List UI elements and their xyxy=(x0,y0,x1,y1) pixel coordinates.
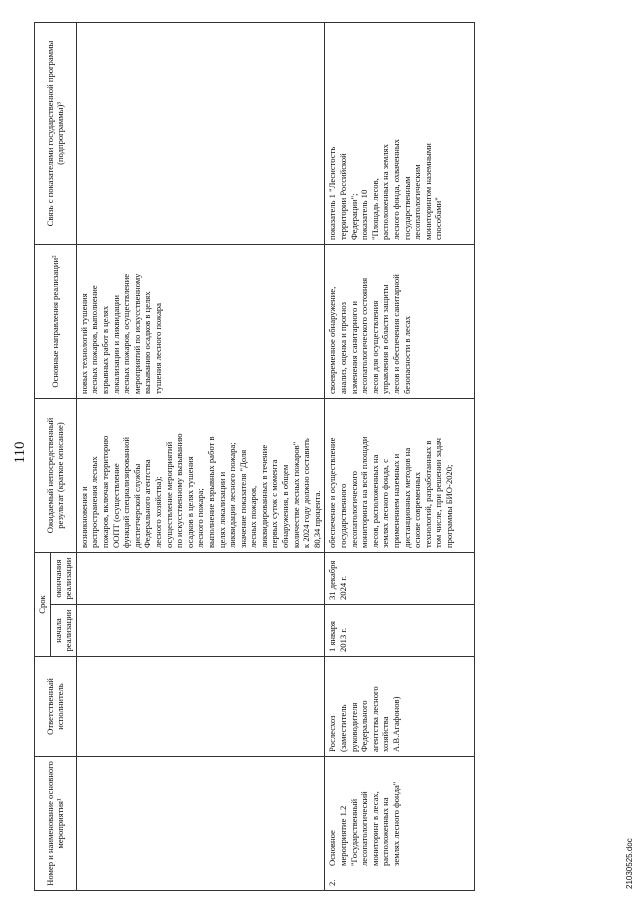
row2-start: 1 января 2013 г. xyxy=(325,605,475,657)
document-filename: 21030525.doc xyxy=(625,838,634,889)
header-start: начала реализации xyxy=(50,605,76,657)
row2-link: показатель 1 "Лесистость территории Российской Федерации"; показатель 10 "Площадь лесов, расположенных на землях лесного фонда, охваченных государственным лесопатологическим мониторингом наземными способами" xyxy=(325,23,475,245)
header-executor: Ответственный исполнитель xyxy=(35,657,77,757)
header-number-name: Номер и наименование основного мероприятия¹ xyxy=(35,757,77,891)
cont-start xyxy=(76,605,325,657)
cont-number-name xyxy=(76,757,325,891)
cont-result: возникновения и распространения лесных пожаров, включая территорию ООПТ (осуществление функций специализированной диспетчерской службы Федерального агентства лесного хозяйства); осуществление мероприятий по искусственному вызыванию осадков в целях тушения лесного пожара; выполнение взрывных работ в целях локализации и ликвидации лесного пожара; значение показателя "Доля лесных пожаров, ликвидированных в течение первых суток с момента обнаружения, в общем количестве лесных пожаров" к 2024 году должно составить 80,34 процента. xyxy=(76,399,325,553)
header-directions: Основные направления реализации² xyxy=(35,245,77,399)
header-row-1 xyxy=(35,23,51,891)
row2-result: обеспечение и осуществление государственного лесопатологического мониторинга на всей площади лесов, расположенных на землях лесного фонда, с применением наземных и дистанционных методов на основе современных технологий, разработанных в том числе, при решении задач программы БИО-2020; xyxy=(325,399,475,553)
row2-end: 31 декабря 2024 г. xyxy=(325,553,475,605)
row2-number: 2. xyxy=(327,879,338,886)
activities-table xyxy=(34,22,475,891)
header-result: Ожидаемый непосредственный результат (краткое описание) xyxy=(35,399,77,553)
table-row-continued xyxy=(76,23,325,891)
cont-end xyxy=(76,553,325,605)
table-row-2 xyxy=(325,23,475,891)
cont-directions: новых технологий тушения лесных пожаров, выполнение взрывных работ в целях локализации и ликвидации лесных пожаров, осуществление мероприятий по искусственному вызыванию осадков в целях тушения лесного пожара xyxy=(76,245,325,399)
row2-directions: своевременное обнаружение, анализ, оценка и прогноз изменения санитарного и лесопатологического состояния лесов для осуществления управления в области защиты лесов и обеспечения санитарной безопасности в лесах xyxy=(325,245,475,399)
page-number: 110 xyxy=(12,441,28,464)
header-end: окончания реализации xyxy=(50,553,76,605)
row2-executor: Рослесхоз (заместитель руководителя Федерального агентства лесного хозяйства А.В.Агафонов) xyxy=(325,657,475,757)
row2-name: Основное мероприятие 1.2 "Государственный лесопатологический мониторинг в лесах, расположенных на землях лесного фонда" xyxy=(327,781,401,866)
header-term: Срок xyxy=(35,553,51,657)
row2-number-name-cell xyxy=(325,757,475,891)
cont-link xyxy=(76,23,325,245)
header-link: Связь с показателями государственной программы (подпрограммы)³ xyxy=(35,23,77,245)
cont-executor xyxy=(76,657,325,757)
